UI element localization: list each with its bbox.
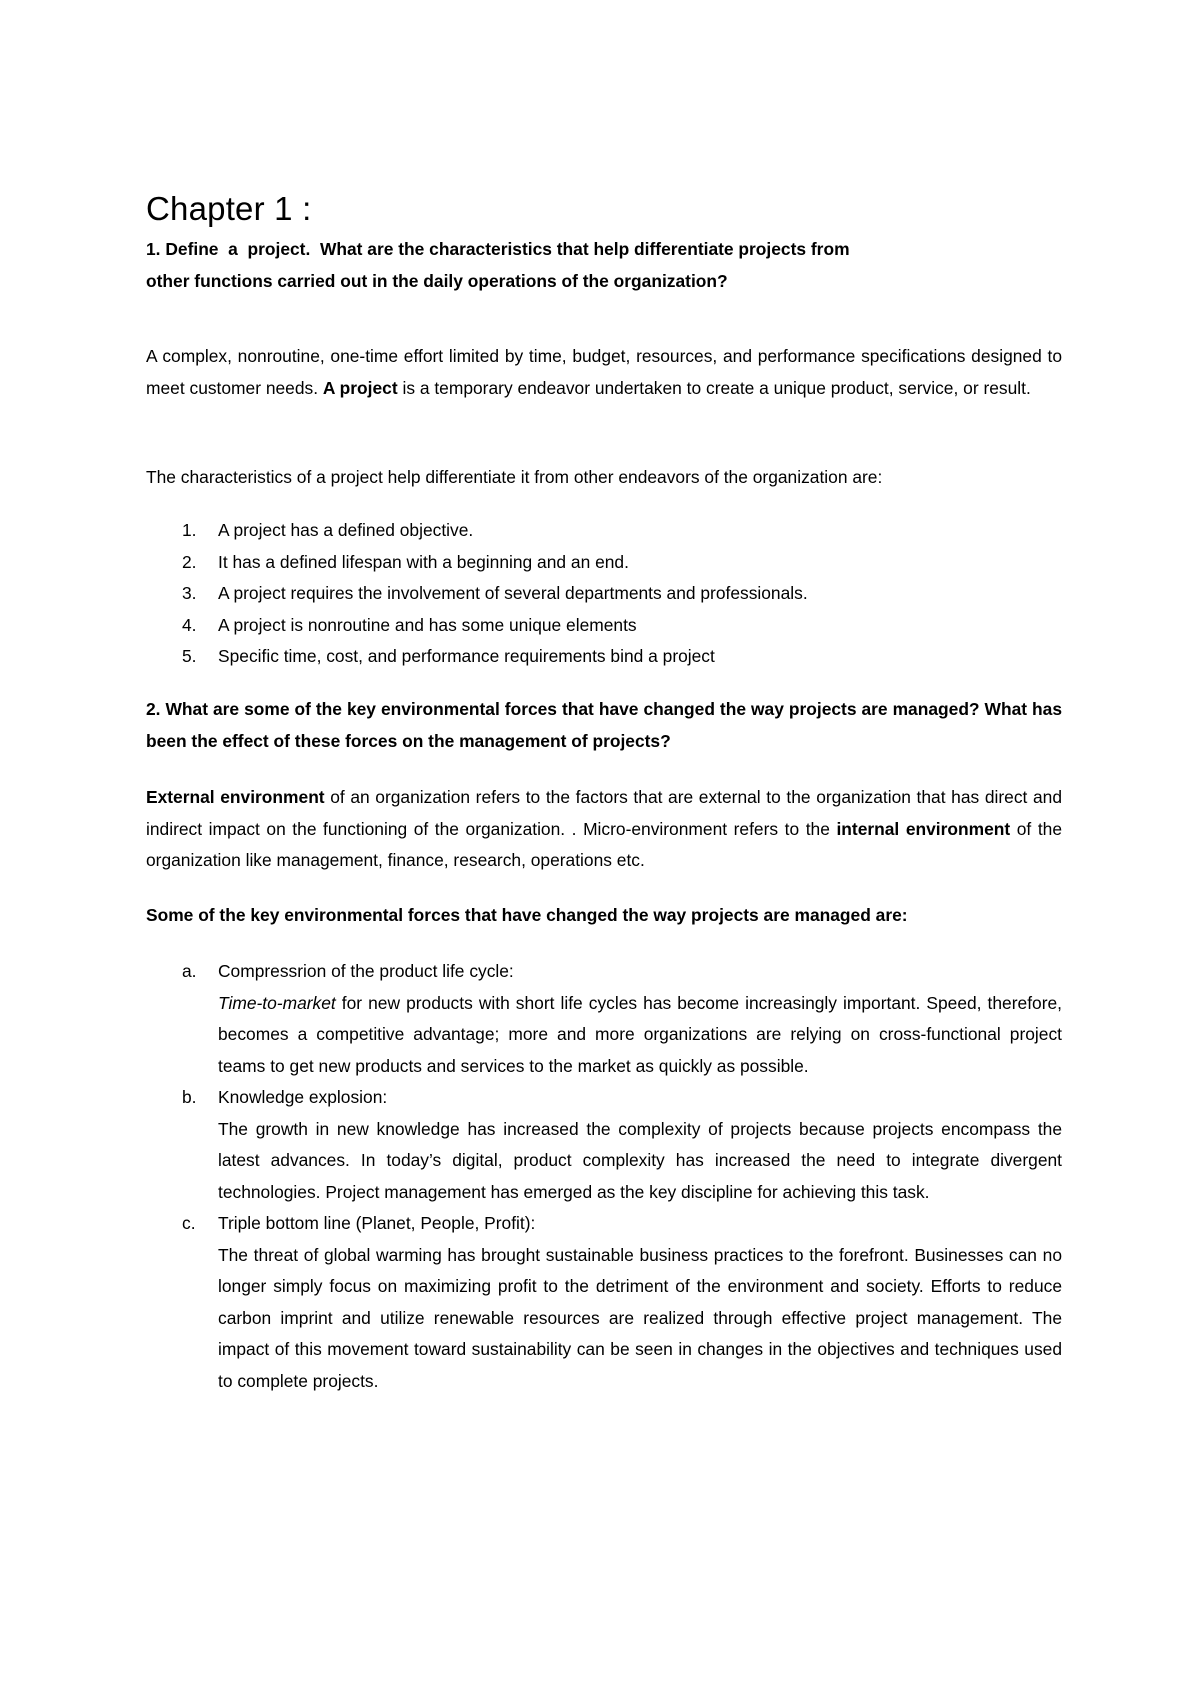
list-item-number: 4.	[182, 614, 197, 635]
list-item	[146, 515, 1062, 547]
list-item-letter: a.	[182, 961, 197, 981]
list-item-number: 3.	[182, 583, 197, 603]
list-item-text: It has a defined lifespan with a beginning and an end.	[218, 551, 629, 572]
list-item	[146, 956, 1062, 1082]
forces-list	[146, 956, 1062, 1397]
force-body: The threat of global warming has brought sustainable business practices to the forefront. Businesses can no longer simply focus on maximizing profit to the detriment of the environment and society. Efforts to reduce carbon imprint and utilize renewable resources are realized through effective project management. The impact of this movement toward sustainability can be seen in changes in the objectives and techniques used to complete projects.	[218, 1244, 1062, 1391]
answer-2-bold-2: internal environment	[836, 818, 1011, 839]
list-item-text: A project requires the involvement of several departments and professionals.	[218, 583, 808, 603]
list-item	[146, 578, 1062, 610]
force-body-text: for new products with short life cycles has become increasingly important. Speed, therefore, becomes a competitive advantage; more and more organizations are relying on cross-functional project teams to get new products and services to the market as quickly as possible.	[218, 992, 1062, 1076]
answer-2-bold-1: External environment	[146, 787, 325, 807]
list-item	[146, 610, 1062, 642]
list-item	[146, 547, 1062, 579]
force-title: Triple bottom line (Planet, People, Profit):	[218, 1213, 536, 1233]
list-item-text: A project is nonroutine and has some unique elements	[218, 614, 637, 635]
list-item-text: A project has a defined objective.	[218, 520, 474, 540]
characteristics-intro: The characteristics of a project help differentiate it from other endeavors of the organization are:	[146, 467, 883, 487]
force-body: The growth in new knowledge has increased the complexity of projects because projects encompass the latest advances. In today’s digital, product complexity has increased the need to integrate divergent technologies. Project management has emerged as the key discipline for achieving this task.	[218, 1118, 1062, 1202]
answer-1-bold: A project	[322, 377, 398, 398]
answer-2-text: of an organization refers to the factors that are external to the organization that has direct and indirect impact on the functioning of the organization. . Micro-environment refers to the	[146, 787, 1062, 839]
force-body-italic: Time-to-market	[218, 992, 336, 1013]
forces-heading: Some of the key environmental forces that have changed the way projects are managed are:	[146, 905, 908, 925]
question-1	[146, 234, 1062, 297]
force-title: Compressrion of the product life cycle:	[218, 961, 514, 981]
force-body	[218, 988, 1062, 1083]
list-item-number: 1.	[182, 520, 197, 540]
list-item	[146, 641, 1062, 673]
list-item-letter: c.	[182, 1213, 196, 1233]
answer-2-text-cont: of the organization like management, finance, research, operations etc.	[146, 818, 1063, 870]
list-item	[146, 1082, 1062, 1208]
answer-1-text-cont: is a temporary endeavor undertaken to create a unique product, service, or result.	[397, 377, 1031, 398]
list-item-text: Specific time, cost, and performance requirements bind a project	[218, 646, 715, 666]
answer-1-text: A complex, nonroutine, one-time effort limited by time, budget, resources, and performance specifications designed to meet customer needs.	[146, 346, 1062, 398]
question-1-line-2: other functions carried out in the daily operations of the organization?	[146, 270, 728, 291]
force-title: Knowledge explosion:	[218, 1087, 388, 1107]
page-title: Chapter 1 :	[146, 190, 312, 227]
list-item	[146, 1208, 1062, 1397]
list-item-number: 5.	[182, 646, 197, 666]
question-2: 2. What are some of the key environmental forces that have changed the way projects are managed? What has been the effect of these forces on the management of projects?	[146, 699, 1062, 751]
characteristics-list	[146, 515, 1062, 673]
answer-2	[146, 782, 1062, 877]
question-1-line-1: 1. Define a project. What are the characteristics that help differentiate projects from	[146, 239, 850, 259]
list-item-letter: b.	[182, 1087, 197, 1107]
answer-1	[146, 341, 1062, 404]
list-item-number: 2.	[182, 551, 197, 572]
